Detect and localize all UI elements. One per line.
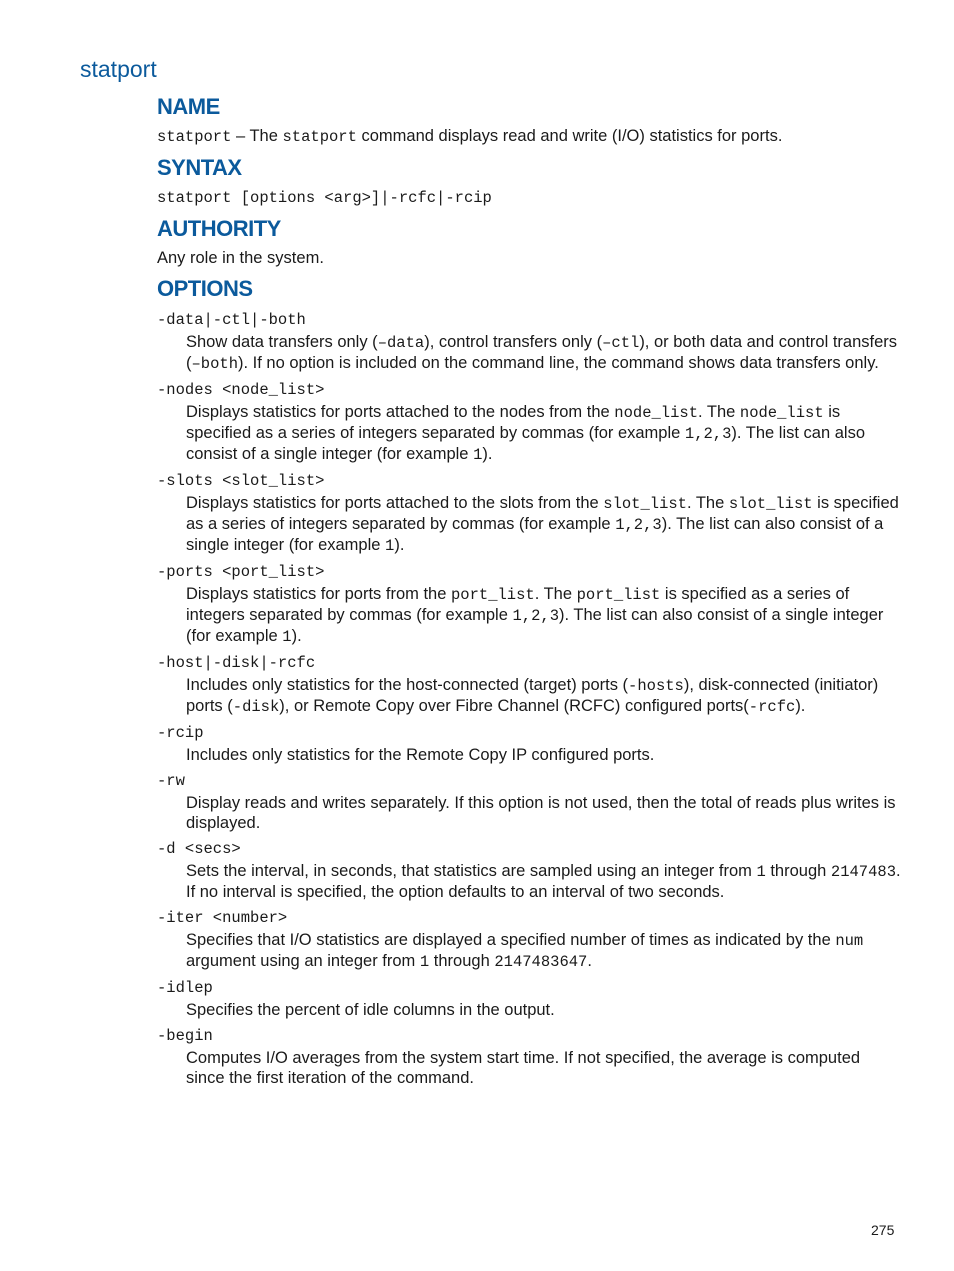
name-dash: – The — [231, 127, 283, 145]
authority-text: Any role in the system. — [157, 249, 324, 267]
section-heading-options: OPTIONS — [157, 276, 253, 301]
option-term: -ports <port_list> — [157, 563, 325, 581]
inline-code: node_list — [739, 404, 824, 422]
description-text: is specified as a series of integers separated by commas (for example — [186, 494, 899, 533]
option-description — [186, 584, 902, 647]
inline-code: 1 — [385, 537, 395, 555]
inline-code: 1 — [473, 446, 483, 464]
inline-code: 2147483 — [830, 863, 897, 881]
option-item — [157, 380, 902, 465]
inline-code: slot_list — [728, 495, 813, 513]
option-description — [186, 675, 902, 717]
description-text: . The — [534, 585, 577, 603]
option-item — [157, 771, 902, 833]
description-text: ). — [795, 697, 806, 715]
description-text: Display reads and writes separately. If this option is not used, then the total of reads plus writes is displayed. — [186, 794, 896, 832]
section-heading-syntax: SYNTAX — [157, 155, 242, 180]
description-text: Includes only statistics for the host-connected (target) ports ( — [186, 676, 629, 694]
man-page-content — [157, 92, 902, 1088]
option-term: -rcip — [157, 724, 204, 742]
option-term: -iter <number> — [157, 909, 288, 927]
description-text: Specifies the percent of idle columns in the output. — [186, 1001, 555, 1019]
description-text: ). The list can also consist of a single integer (for example — [186, 515, 884, 554]
description-text: . If no interval is specified, the option defaults to an interval of two seconds. — [186, 862, 901, 901]
option-item — [157, 562, 902, 647]
option-description — [186, 745, 902, 765]
option-item — [157, 723, 902, 765]
description-text: Computes I/O averages from the system start time. If not specified, the average is computed since the first iteration of the command. — [186, 1049, 861, 1087]
option-description — [186, 1000, 902, 1020]
description-text: Displays statistics for ports attached to the slots from the — [186, 494, 604, 512]
section-heading-authority: AUTHORITY — [157, 216, 281, 241]
description-text: through — [429, 952, 495, 970]
option-item — [157, 471, 902, 556]
description-text: is specified as a series of integers separated by commas (for example — [186, 403, 841, 442]
inline-code: -hosts — [628, 677, 684, 695]
option-description — [186, 1048, 902, 1088]
option-item — [157, 310, 902, 374]
description-text: ). The list can also consist of a single integer (for example — [186, 606, 884, 645]
inline-code: slot_list — [603, 495, 687, 513]
inline-code: –both — [191, 355, 239, 373]
inline-code: -rcfc — [748, 698, 796, 716]
inline-code: 1,2,3 — [615, 516, 662, 534]
inline-code: –data — [377, 334, 425, 352]
description-text: . The — [698, 403, 740, 421]
inline-code: 2147483647 — [494, 953, 588, 971]
option-description — [186, 332, 902, 374]
name-description — [157, 126, 902, 147]
inline-code: num — [835, 932, 864, 950]
option-item — [157, 839, 902, 902]
inline-code: 1,2,3 — [684, 425, 732, 443]
inline-code: node_list — [614, 404, 699, 422]
syntax-code: statport [options <arg>]|-rcfc|-rcip — [157, 189, 492, 207]
inline-code: 1 — [419, 953, 430, 971]
option-description — [186, 793, 902, 833]
name-rest: command displays read and write (I/O) statistics for ports. — [356, 127, 783, 145]
options-list — [157, 310, 902, 1088]
description-text: Displays statistics for ports attached to the nodes from the — [186, 403, 615, 421]
description-text: ), control transfers only ( — [424, 333, 603, 351]
description-text: argument using an integer from — [186, 952, 420, 970]
description-text: through — [765, 862, 831, 880]
option-term: -rw — [157, 772, 185, 790]
description-text: . The — [686, 494, 729, 512]
option-description — [186, 402, 902, 465]
description-text: . — [587, 952, 592, 970]
inline-code: -disk — [232, 698, 280, 716]
description-text: is specified as a series of integers separated by commas (for example — [186, 585, 850, 624]
option-item — [157, 978, 902, 1020]
description-text: Specifies that I/O statistics are displayed a specified number of times as indicated by the — [186, 931, 836, 949]
option-term: -data|-ctl|-both — [157, 311, 306, 329]
option-term: -slots <slot_list> — [157, 472, 325, 490]
description-text: Sets the interval, in seconds, that statistics are sampled using an integer from — [186, 862, 757, 880]
command-name: statport — [157, 128, 232, 146]
option-term: -idlep — [157, 979, 213, 997]
option-term: -host|-disk|-rcfc — [157, 654, 316, 672]
description-text: ). — [291, 627, 302, 645]
inline-code: 1 — [282, 628, 292, 646]
page-title: statport — [80, 56, 157, 82]
option-item — [157, 908, 902, 972]
inline-code: –ctl — [602, 334, 640, 352]
option-description — [186, 861, 902, 902]
inline-code: port_list — [451, 586, 535, 604]
inline-code: 1 — [756, 863, 766, 881]
inline-code: 1,2,3 — [512, 607, 559, 625]
description-text: Show data transfers only ( — [186, 333, 378, 351]
description-text: Displays statistics for ports from the — [186, 585, 451, 603]
description-text: ), disk-connected (initiator) ports ( — [186, 676, 879, 715]
option-term: -nodes <node_list> — [157, 381, 325, 399]
option-description — [186, 493, 902, 556]
syntax-line — [157, 187, 902, 208]
description-text: ), or Remote Copy over Fibre Channel (RCFC) configured ports( — [279, 697, 749, 715]
option-term: -begin — [157, 1027, 213, 1045]
description-text: ). — [394, 536, 405, 554]
page-number: 275 — [871, 1222, 895, 1238]
description-text: Includes only statistics for the Remote Copy IP configured ports. — [186, 746, 655, 764]
option-item — [157, 1026, 902, 1088]
description-text: ), or both data and control transfers ( — [186, 333, 898, 372]
inline-code: port_list — [576, 586, 661, 604]
option-term: -d <secs> — [157, 840, 241, 858]
section-heading-name: NAME — [157, 94, 220, 119]
command-name-inline: statport — [282, 128, 357, 146]
option-item — [157, 653, 902, 717]
description-text: ). If no option is included on the command line, the command shows data transfers only. — [238, 354, 879, 372]
description-text: ). — [482, 445, 493, 463]
description-text: ). The list can also consist of a single integer (for example — [186, 424, 866, 463]
option-description — [186, 930, 902, 972]
